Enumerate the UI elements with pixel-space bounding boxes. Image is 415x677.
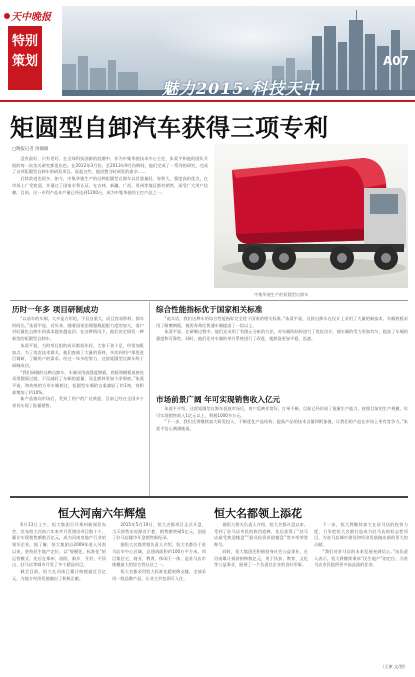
col1-paragraph: “以前车的车厢，大多是方形的，不仅自重大，而且容易积料，卸车时间长。”朱爱平说，近年来，随着国家治理超载超限力度的加大，客户对轻量化自卸车的需求越来越迫切。在这种情况下，他们决定研发一种新型的矩圆型自卸车。	[12, 316, 144, 342]
col2-paragraph: 朱爱平介绍，这款矩圆型自卸车投放市场后，用户反映非常好，订单不断，目前已经形成了批量生产能力。按照目前的生产规模，年可实现销售收入1亿元以上，利税1000多万元。	[156, 406, 408, 418]
bottom-paragraph: 据恒大名都营销负责人介绍，恒大名都位于驻马店市中心区域，总建筑面积约100万平方米，项目集住宅、商业、教育、休闲于一体，是驻马店市规模最大的综合性社区之一。	[112, 542, 206, 568]
bottom-col-a	[12, 522, 106, 672]
bottom-col-c	[214, 522, 308, 672]
bottom-paragraph: 2015年5月19日，恒大名都项目正式开盘，当天即售出房源近千套，销售额突破5亿元，创造了驻马店楼市开盘销售新纪录。	[112, 522, 206, 541]
logo-mark-icon	[4, 13, 10, 19]
bottom-paragraph: 截至目前，恒大在河南已累计纳税超过百亿元，为地方经济发展做出了积极贡献。	[12, 568, 106, 581]
col1-paragraph: “我们研制的这种自卸车，车厢采用高强度钢板，底板和侧板连接处采用圆弧过渡，不仅减轻了车厢的重量，而且卸料更加干净彻底。”朱爱平说，和传统的方形车厢相比，矩圆型车厢的自重减轻了约1吨，容积却增加了约10%。	[12, 369, 144, 395]
column-divider	[149, 302, 150, 496]
bottom-section-rule	[10, 496, 408, 498]
section-label-line-2: 策划	[11, 54, 38, 69]
bottom-paragraph: 同时，恒大集团还积极投身社会公益事业，在河南累计捐款捐物数亿元，用于扶贫、教育、文化等公益事业，展现了一个负责任企业的良好形象。	[214, 548, 308, 568]
logo-text: 天中晚报	[11, 12, 51, 23]
bottom-col-d	[314, 522, 408, 662]
masthead-rule	[0, 100, 415, 102]
col1-text	[12, 316, 144, 494]
bottom-left-title: 恒大河南六年辉煌	[58, 507, 146, 520]
col1-paragraph: 朱爱平说，当时项目组的成员都很年轻，大家干劲十足，经常加班加点。为了攻克技术难关，他们查阅了大量的资料，多次到用户那里进行调研，了解用户的需求。经过一年多的努力，这款矩圆型自卸车终于研制成功。	[12, 342, 144, 368]
masthead	[0, 0, 415, 102]
bottom-credit: （王康 文/图）	[380, 664, 408, 669]
masthead-left	[0, 0, 62, 102]
dump-truck-image	[214, 144, 408, 288]
col2-paragraph: “说实话，我们这种车的综合性能指标完全优于国家的相关标准。”朱爱平说，这款自卸车在设计上采用了大量的新技术，车厢底板采用了耐磨钢板，使用寿命比普通车厢提高了一倍以上。	[156, 316, 408, 328]
banner-slogan: 魅力2015·科技天中	[162, 79, 320, 96]
intro-paragraph: 没有最好，只有更好。在全球科技创新的浪潮中，作为中集华骏技术中心主任，朱爱平和他的团队开展的每一次攻关研究都很出色。在2012年3月份，至2013年9月份期间，他们完成了一系列的研究，完成了这项矩圆型自卸车的研发项目。说起这些，他回想当时研发的艰辛……	[12, 156, 208, 175]
main-headline: 矩圆型自卸汽车获得三项专利	[10, 114, 329, 142]
section-label	[8, 26, 42, 90]
col2-subheading: 综合性能指标优于国家相关标准	[156, 305, 263, 314]
col2-text-2	[156, 406, 408, 494]
col2-paragraph: 朱爱平说，在研制过程中，他们还采用了有限元分析的方法，对车厢的结构进行了优化设计，使车厢的受力更加均匀，提高了车厢的强度和可靠性。同时，他们还对车厢的举升系统进行了改进，使卸货更加平稳、迅速。	[156, 329, 408, 342]
photo-caption: 中集华骏生产的矩圆型自卸车	[254, 292, 309, 297]
col1-paragraph: 新产品推向市场后，受到了用户的广泛欢迎，目前已经在全国多个省份实现了批量销售。	[12, 396, 144, 409]
col2-paragraph: “下一步，我们还将继续加大研发投入，不断优化产品结构，提高产品的技术含量和附加值，让我们的产品在市场上更有竞争力。”朱爱平信心满满地说。	[156, 419, 408, 432]
bottom-col-b	[112, 522, 206, 672]
masthead-banner	[62, 6, 415, 96]
section-label-line-1: 特别	[11, 34, 38, 49]
col2-subheading-2: 市场前景广阔 年可实现销售收入亿元	[156, 395, 281, 404]
intro-text	[12, 156, 208, 300]
intro-paragraph: 后续改进也很多，如今，中集华骏生产的这种矩圆型自卸车以其重量轻、容积大、强度高的优点，在市场上广受欢迎，并通过了国家专利认证，在吉林、新疆、广西、贵州等地区都有销售，深受广大用户信赖。目前，这一专利产品年产量已经达到1200台，成为中集华骏的主打产品之一。	[12, 176, 208, 195]
dump-truck-photo	[214, 144, 408, 288]
byline: □晚报记者 汤佩佩	[12, 147, 49, 152]
newspaper-logo	[4, 8, 60, 22]
bottom-right-title: 恒大名都领上添花	[214, 507, 302, 520]
bottom-paragraph: 6月23日上午，恒大集团召开郑州新闻发布会，宣布恒大河南六年来共开发建设项目数十个，累计实现销售额数百亿元，成为河南房地产行业的领军企业。据了解，恒大集团自2009年进入河南以来，坚持民生地产定位，以“规模化、标准化”的运营模式，先后在郑州、洛阳、新乡、开封、平顶山、驻马店等城市开发了多个精品项目。	[12, 522, 106, 568]
page-number: A07	[383, 54, 409, 68]
bottom-paragraph: 下一步，恒大将继续加大在驻马店的投资力度，力争把恒大名都打造成为驻马店的标志性项目，为驻马店城市建设和经济发展做出新的更大的贡献。	[314, 522, 408, 548]
col2-text	[156, 316, 408, 388]
col1-subheading: 历时一年多 项目研制成功	[12, 305, 99, 314]
bottom-paragraph: 据恒大相关负责人介绍，恒大名都开盘以来，受到了驻马店市民的热烈追捧，先后获得了“驻马店最受欢迎楼盘”“最具投资价值楼盘”等多项荣誉称号。	[214, 522, 308, 548]
bottom-paragraph: “我们对驻马店的未来发展充满信心。”该负责人表示，恒大将继续秉承“民生地产”的定位，为驻马店市民提供更多高品质的住房。	[314, 548, 408, 568]
section-divider	[10, 300, 408, 301]
bottom-paragraph: 恒大名都采用恒大标准化精装修交楼，全部采用一线品牌产品，让业主拎包即可入住。	[112, 568, 206, 581]
